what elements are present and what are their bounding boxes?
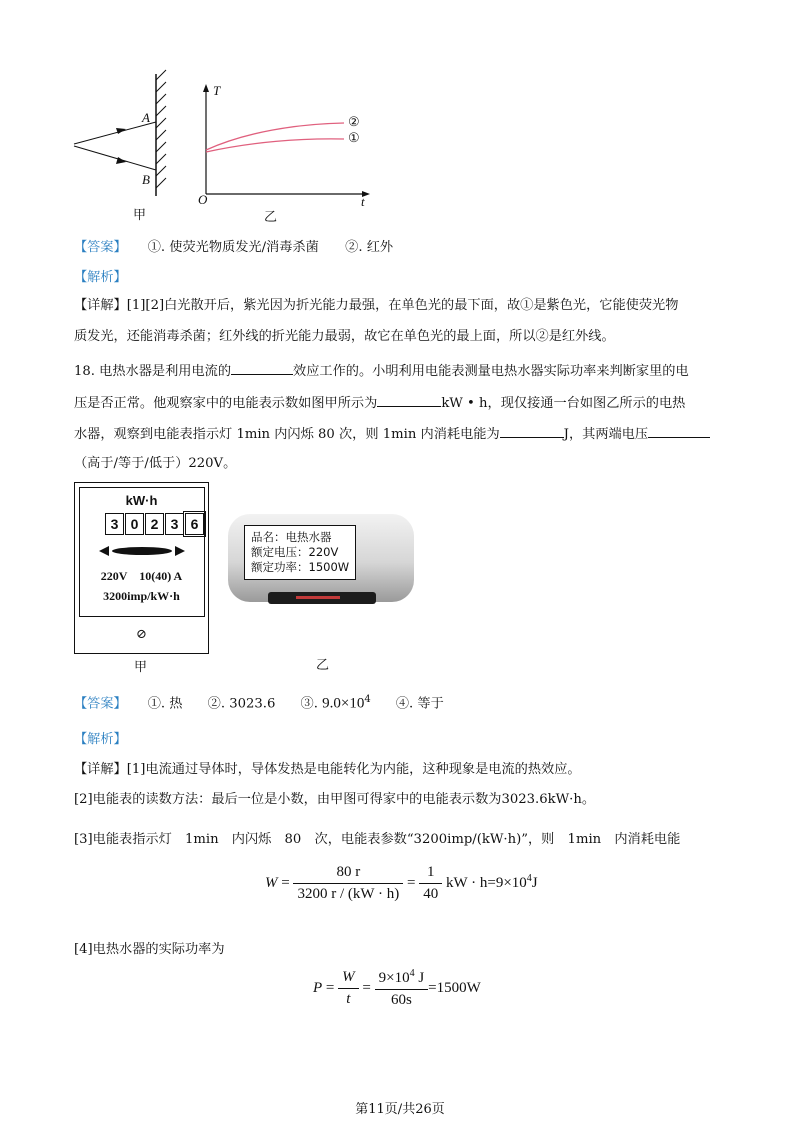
fraction (338, 969, 359, 1008)
q18-answer-3-value: 9.0×10 (322, 695, 365, 712)
meter-digit: 0 (125, 513, 144, 535)
q18-answer-3-prefix: ③. (300, 696, 318, 712)
energy-formula: W = $\frac{80 r}{3200 r / (kW \cdot h)}$ = $\frac{1}{40}$ kW · $h=9\times 10^4J$ (265, 864, 538, 902)
q18-analysis-line (74, 730, 127, 750)
page-number: 第11页/共26页 (355, 1102, 445, 1117)
meter-digit: 3 (165, 513, 184, 535)
q18-detail-text1: [1]电流通过导体时，导体发热是电能转化为内能，这种现象是电流的热效应。 (126, 762, 581, 777)
nameplate-line: 额定功率：1500W (251, 560, 350, 574)
q17-detail-line2 (74, 327, 615, 347)
fraction (419, 864, 442, 903)
q18-stem-text: 压是否正常。他观察家中的电能表示数如图甲所示为 (74, 396, 378, 411)
q17-analysis-line (74, 268, 127, 288)
q18-detail-line1 (74, 760, 581, 780)
detail-tag: 【详解】 (74, 762, 127, 777)
nameplate-line: 品名：电热水器 (251, 530, 332, 544)
point-a-label: A (142, 110, 150, 125)
q17-detail-text1: [1][2]白光散开后，紫光因为折光能力最强，在单色光的最下面，故①是紫色光，它能使荧光物 (126, 298, 679, 313)
q18-stem-line1 (74, 360, 689, 382)
fraction-numerator: 80 r (293, 864, 403, 884)
answer-blank-4[interactable] (648, 423, 710, 438)
meter-digit-decimal: 6 (185, 513, 204, 535)
q18-stem-text: （高于/等于/低于）220V。 (74, 456, 237, 471)
formula-exponent: 4 (526, 872, 532, 884)
meter-rating: 220V 10(40) A (100, 569, 183, 583)
curve-1-label: ① (348, 131, 360, 146)
formula-unit: J (531, 874, 538, 891)
q18-answer-2: ②. 3023.6 (207, 696, 276, 712)
fraction (293, 864, 403, 903)
fraction-denominator: 60s (390, 992, 412, 1008)
q17-detail-text2: 质发光，还能消毒杀菌；红外线的折光能力最弱，故它在单色光的最上面，所以②是红外线。 (74, 329, 615, 344)
meter-constant: 3200imp/kW·h (103, 589, 180, 603)
fraction-numerator: 1 (419, 864, 442, 884)
q18-stem-text: kW • h，现仅接通一台如图乙所示的电热 (441, 396, 686, 411)
q18-stem-line3 (74, 423, 710, 445)
fraction-denominator: t (346, 991, 351, 1007)
formula-rhs: kW · h=9×10 (445, 874, 527, 891)
fraction-denominator: 3200 r / (kW · h) (297, 886, 400, 902)
answer-tag: 【答案】 (74, 240, 127, 255)
q18-stem-line2 (74, 392, 685, 414)
numerator-exponent: 4 (409, 968, 415, 979)
fraction-numerator: W (338, 969, 359, 989)
answer-blank-2[interactable] (377, 392, 441, 407)
axis-x-label: t (361, 194, 365, 209)
heater-caption: 乙 (316, 658, 330, 673)
figure-caption-jia: 甲 (133, 208, 147, 223)
q18-detail-text4: [4]电热水器的实际功率为 (74, 942, 225, 957)
meter-terminal-icon: ⊘ (136, 627, 147, 642)
q17-answer-text: ①. 使荧光物质发光/消毒杀菌 ②. 红外 (147, 240, 394, 255)
electric-meter (74, 482, 209, 654)
q18-detail-line2 (74, 790, 595, 810)
meter-digit: 2 (145, 513, 164, 535)
analysis-tag: 【解析】 (74, 270, 127, 285)
q18-detail-text3: [3]电能表指示灯 1min 内闪烁 80 次，电能表参数“3200imp/(kW·h)”，则 1min 内消耗电能 (74, 832, 681, 847)
q18-stem-text: J，其两端电压 (563, 427, 649, 442)
numerator-base: 9×10 (378, 970, 410, 986)
figure-prism-diagram (66, 66, 376, 226)
figure-caption-yi: 乙 (264, 210, 278, 225)
point-b-label: B (142, 172, 150, 187)
curve-2-label: ② (348, 115, 360, 130)
meter-digit: 3 (105, 513, 124, 535)
q18-stem-line4 (74, 454, 236, 474)
q18-stem-text: 水器，观察到电能表指示灯 1min 内闪烁 80 次，则 1min 内消耗电能为 (74, 427, 500, 442)
axis-t-label: T (213, 83, 221, 98)
analysis-tag: 【解析】 (74, 732, 127, 747)
heater-nameplate (244, 525, 356, 580)
q18-answer-4: ④. 等于 (395, 696, 444, 712)
q17-answer-line (74, 238, 393, 258)
nameplate-line: 额定电压：220V (251, 545, 339, 559)
answer-blank-1[interactable] (231, 360, 293, 375)
fraction-denominator: 40 (423, 886, 439, 902)
answer-tag: 【答案】 (74, 696, 127, 712)
q18-detail-line3 (74, 830, 680, 850)
q18-answer-1: ①. 热 (147, 696, 183, 712)
axis-origin-label: O (198, 192, 208, 207)
q18-detail-line4 (74, 940, 225, 960)
formula-rhs: =1500W (428, 979, 481, 996)
formula-lhs: P (313, 979, 323, 996)
q17-detail-line1 (74, 296, 678, 316)
answer-blank-3[interactable] (500, 423, 564, 438)
q18-detail-text2: [2]电能表的读数方法：最后一位是小数，由甲图可得家中的电能表示数为3023.6kW·h。 (74, 792, 596, 807)
q18-answer-line (74, 690, 444, 714)
detail-tag: 【详解】 (74, 298, 127, 313)
formula-lhs: W (265, 874, 278, 891)
meter-unit: kW·h (125, 493, 158, 508)
meter-disc-icon (97, 543, 187, 559)
meter-digits (105, 513, 205, 535)
fraction-numerator (375, 968, 429, 990)
meter-caption: 甲 (134, 660, 148, 675)
power-formula: P = $\frac{W}{t}$ = $\frac{9\times 10^4 J}{60s}$ =1500W (313, 968, 481, 1008)
fraction (375, 968, 429, 1009)
q18-answer-3-exponent: 4 (364, 694, 371, 705)
q18-stem-text: 效应工作的。小明利用电能表测量电热水器实际功率来判断家里的电 (293, 364, 689, 379)
numerator-unit: J (414, 970, 425, 986)
q18-stem-text: 18. 电热水器是利用电流的 (74, 364, 232, 379)
